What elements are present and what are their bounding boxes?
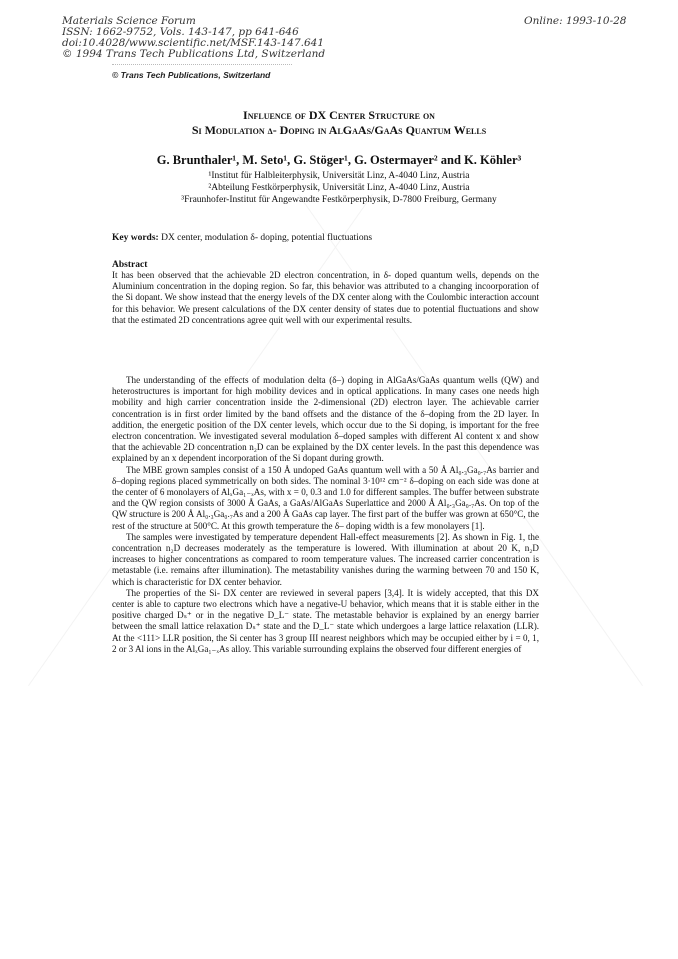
paragraph: The properties of the Si- DX center are reviewed in several papers [3,4]. It is widely accepted, that this DX center is able to capture two electrons which have a negative-U behavior, which means that it is stable either in the positive charged Dₛ⁺ or in the negative D_L⁻ state. The metastable behavior is explained by an energy barrier between the small lattice relaxation Dₛ⁺ state and the D_L⁻ state which undergoes a large lattice relaxation (LLR). At the <111> LLR position, the Si center has 3 group III nearest neighbors which may be occupied either by i = 0, 1, 2 or 3 Al ions in the AlₓGa₁₋ₓAs alloy. This variable surrounding explains the observed four different energies of <box>112 587 539 654</box>
doi-link[interactable]: doi:10.4028/www.scientific.net/MSF.143-147.641 <box>62 37 325 49</box>
journal-name: Materials Science Forum <box>62 15 196 27</box>
author-list: G. Brunthaler¹, M. Seto¹, G. Stöger¹, G. Ostermayer² and K. Köhler³ <box>156 153 522 167</box>
online-date: Online: 1993-10-28 <box>524 15 627 27</box>
affiliations <box>80 170 598 206</box>
affiliation-2: ²Abteilung Festkörperphysik, Universität Linz, A-4040 Linz, Austria <box>208 183 470 193</box>
keywords <box>112 233 372 243</box>
journal-header <box>62 16 325 60</box>
keywords-label: Key words: <box>112 233 159 243</box>
paragraph: The samples were investigated by temperature dependent Hall-effect measurements [2]. As shown in Fig. 1, the concentration n₂D decreases moderately as the temperature is lowered. With illumination at about 20 K, n₂D increases to higher concentrations as compared to room temperature values. The increased carrier concentration is metastable (i.e. remains after illumination). The metastability vanishes during the warming between 70 and 150 K, which is characteristic for DX center behavior. <box>112 531 539 587</box>
affiliation-1: ¹Institut für Halbleiterphysik, Universität Linz, A-4040 Linz, Austria <box>208 171 470 181</box>
body-text <box>112 375 539 655</box>
affiliation-3: ³Fraunhofer-Institut für Angewandte Festkörperphysik, D-7800 Freiburg, Germany <box>181 195 497 205</box>
issn-line: ISSN: 1662-9752, Vols. 143-147, pp 641-646 <box>62 26 299 38</box>
faint-rule <box>112 64 292 65</box>
title-line-1: Influence of DX Center Structure on <box>243 108 435 122</box>
title-line-2: Si Modulation δ- Doping in AlGaAs/GaAs Quantum Wells <box>191 123 487 137</box>
keywords-text: DX center, modulation δ- doping, potential fluctuations <box>161 233 373 243</box>
copyright-line: © 1994 Trans Tech Publications Ltd, Switzerland <box>62 48 326 60</box>
abstract-text: It has been observed that the achievable 2D electron concentration, in δ- doped quantum wells, depends on the Aluminium concentration in the doping region. So far, this behavior was attributed to a changing incoorporation of the Si dopant. We show instead that the energy levels of the DX center along with the Coulombic interaction account for this behavior. We present calculations of the DX center density of states due to potential fluctuations and show that the estimated 2D concentrations agree quit well with our experimental results. <box>112 270 539 325</box>
abstract-heading: Abstract <box>112 260 148 270</box>
paper-title <box>80 108 598 138</box>
paragraph: The MBE grown samples consist of a 150 Å undoped GaAs quantum well with a 50 Å Al₀.₃Ga₀.₇As barrier and δ–doping regions placed symmetrically on both sides. The nominal 3·10¹² cm⁻² δ–doping on each side was done at the center of 6 monolayers of AlₓGa₁₋ₓAs, with x = 0, 0.3 and 1.0 for different samples. The buffer between substrate and the QW region consists of 3000 Å GaAs, a GaAs/AlGaAs Superlattice and 2000 Å Al₀.₃Ga₀.₇As. On top of the QW structure is 200 Å Al₀.₃Ga₀.₇As and a 200 Å GaAs cap layer. The first part of the buffer was grown at 650°C, the rest of the structure at 500°C. At this growth temperature the δ– doping width is a few monolayers [1]. <box>112 464 539 531</box>
faint-copyright: © Trans Tech Publications, Switzerland <box>112 70 271 80</box>
paragraph: The understanding of the effects of modulation delta (δ–) doping in AlGaAs/GaAs quantum wells (QW) and heterostructures is important for high mobility devices and in optical applications. In many cases one needs high mobility and high carrier concentration inside the 2-dimensional (2D) electron layer. The achievable carrier concentration is in first order limited by the band offsets and the distance of the δ–doping from the 2D layer. In addition, the energetic position of the DX center levels, which occur due to the Si doping, is important for the free electron concentration. We investigated several modulation δ–doped samples with different Al content x and show that the achievable 2D concentration n₂D can be explained by the DX center levels. In the past this dependence was explained by an x dependent incorporation of the Si dopant during growth. <box>112 375 539 464</box>
